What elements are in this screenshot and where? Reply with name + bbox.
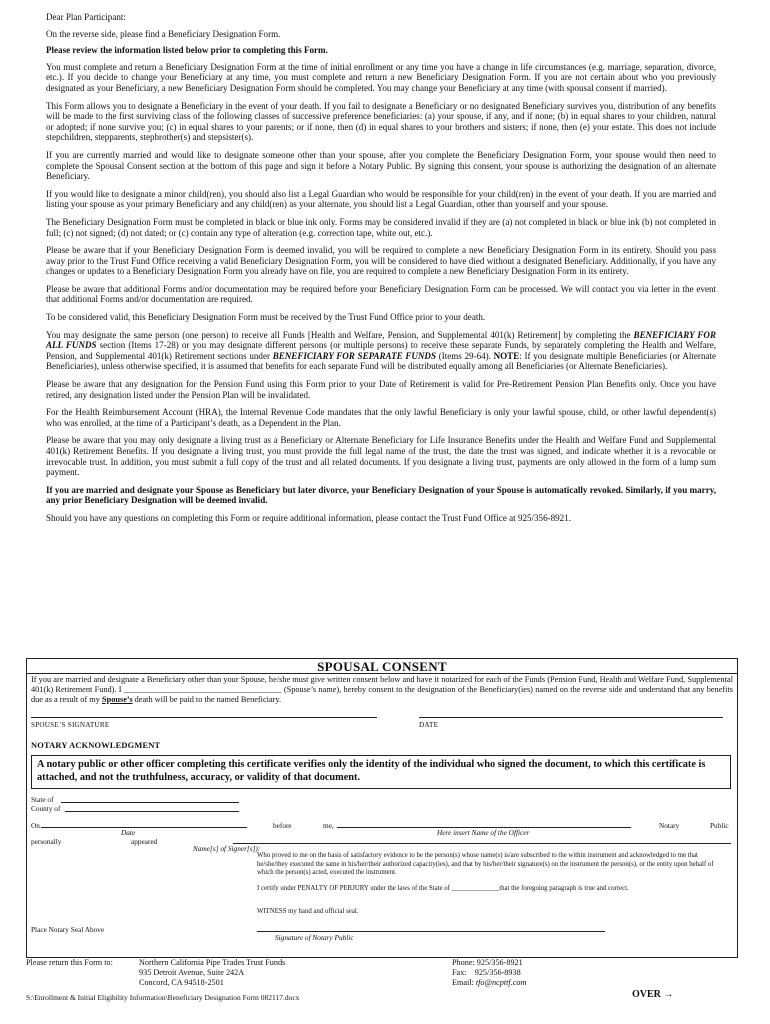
email-label: Email: [452, 978, 476, 987]
fax: Fax: 925/356-8938 [452, 968, 521, 977]
witness-statement: WITNESS my hand and official seal. [257, 908, 359, 915]
perjury-statement: I certify under PENALTY OF PERJURY under the laws of the State of ______________that the foregoing paragraph is true and correct. [257, 885, 629, 892]
proved-statement: Who proved to me on the basis of satisfactory evidence to be the person(s) whose name(s) is/are subscribed to the within instrument and acknowledged to me that he/she/they executed the same in his/her/their authorized capacity(ies), and that by his/her/their signature(s) on the instrument the person(s), or the entity upon behalf of which the person(s) acted, executed the instrument. [257, 852, 714, 877]
county-of-label: County of [31, 804, 61, 813]
consent-text-a: If you are married and designate a Beneficiary other than your Spouse, he/she must give written consent below and have it notarized for each of the Funds (Pension Fund, Health and Welfare Fund, Supplemental 401(k) Retirement Fund). I ______________________________________ (Spouse’s name), hereby consent to the designation of the Beneficiary(ies) named on the reverse side and understand that any benefits due as a result of my [31, 675, 733, 704]
spousal-consent-title: SPOUSAL CONSENT [27, 659, 737, 674]
p9-separate-funds: BENEFICIARY FOR SEPARATE FUNDS [272, 350, 436, 361]
signers-sublabel: Name[s] of Signer[s]): [193, 844, 261, 853]
officer-sublabel: Here insert Name of the Officer [437, 828, 530, 837]
paragraph-5: The Beneficiary Designation Form must be completed in black or blue ink only. Forms may be considered invalid if they are (a) not completed in black or blue ink (b) not completed in full; (c) not signed; (d) not dated; or (c) contain any type of alteration (e.g. correction tape, white out, etc.). [46, 216, 716, 238]
paragraph-13: If you are married and designate your Spouse as Beneficiary but later divorce, your Beneficiary Designation of your Spouse is automatically revoked. Similarly, if you marry, any prior Beneficiary Designation will be deemed invalid. [46, 484, 716, 506]
paragraph-8: To be considered valid, this Beneficiary Designation Form must be received by the Trust Fund Office prior to your death. [46, 312, 486, 323]
notary-signature-label: Signature of Notary Public [275, 933, 354, 942]
paragraph-4: If you would like to designate a minor child(ren), you should also list a Legal Guardian who would be responsible for your child(ren) in the event of your death. If you are married and listing your spouse as your primary Beneficiary and any child(ren) as your alternate, you should list a Legal Guardian, other than yourself and your spouse. [46, 188, 716, 210]
notary-label: Notary [659, 821, 680, 830]
reverse-note: On the reverse side, please find a Beneficiary Designation Form. [46, 28, 281, 39]
p9-note: NOTE [493, 350, 520, 361]
paragraph-7: Please be aware that additional Forms and/or documentation may be required before your Beneficiary Designation Form can be processed. We will contact you via letter in the event that additional Forms and/or documentation are required. [46, 283, 716, 305]
state-of-line[interactable] [61, 802, 239, 803]
paragraph-9 [46, 330, 716, 372]
consent-text-c: death will be paid to the named Beneficiary. [132, 695, 282, 704]
paragraph-10: Please be aware that any designation for the Pension Fund using this Form prior to your Date of Retirement is valid for Pre-Retirement Pension Plan Benefits only. Once you have retired, any designation listed under the Pension Plan will be invalidated. [46, 379, 716, 400]
personally-label: personally [31, 837, 62, 846]
spousal-consent-text [31, 675, 733, 705]
salutation: Dear Plan Participant: [46, 12, 126, 22]
file-path: S:\Enrollment & Initial Eligibility Information\Beneficiary Designation Form 082117.docx [26, 993, 300, 1002]
spousal-consent-section [26, 658, 738, 958]
p9-text-c: section (Items 17-28) or you may designate different persons (or multiple persons) to receive these separate Funds, by separately completing the Health and Welfare, Pension, and Supplemental 401(k) Retirement sections under [46, 340, 716, 361]
county-of-line[interactable] [65, 811, 239, 812]
paragraph-1: You must complete and return a Beneficiary Designation Form at the time of initial enrollment or any time you have a change in life circumstances (e.g. marriage, separation, divorce, etc.). If you decide to change your Beneficiary at any time, you must complete and return a new Beneficiary Designation Form. If you are not certain about who you previously designated as your Beneficiary, a new Beneficiary Designation Form should be completed. You may change your Beneficiary at any time (with spousal consent if married). [46, 61, 716, 93]
over-indicator: OVER → [632, 989, 674, 1000]
paragraph-2: This Form allows you to designate a Beneficiary in the event of your death. If you fail to designate a Beneficiary or no designated Beneficiary survives you, distribution of any benefits will be made to the first surviving class of the following classes of successive preference beneficiaries: (a) your spouse, if any, and if none; (b) in equal shares to your children, natural or adopted; if none survive you; (c) in equal shares to your parents; or if none, then (d) in equal shares to your brothers and sisters; if none, then (e) your estate. This does not include stepchildren, stepparents, stepbrother(s) and stepsister(s). [46, 100, 716, 143]
p9-text-e: (Items 29-64). [436, 350, 494, 361]
p9-text-g: : If you designate multiple Beneficiaries (or Alternate Beneficiaries), unless otherwise specified, it is assumed that benefits for each separate Fund will be distributed equally among all Beneficiaries (or Alternate Beneficiaries). [46, 350, 717, 372]
p9-all-funds: BENEFICIARY FOR ALL FUNDS [46, 329, 716, 351]
phone: Phone: 925/356-8921 [452, 958, 523, 967]
notary-seal-label: Place Notary Seal Above [31, 925, 105, 934]
me-label: me, [323, 821, 334, 830]
paragraph-14: Should you have any questions on completing this Form or require additional information, please contact the Trust Fund Office at 925/356-8921. [46, 512, 571, 523]
signers-line[interactable] [233, 843, 731, 844]
notary-signature-line[interactable] [257, 931, 605, 932]
public-label: Public [710, 821, 729, 830]
return-address [139, 958, 285, 988]
paragraph-3: If you are currently married and would like to designate someone other than your spouse, after you complete the Beneficiary Designation Form, your spouse would then need to complete the Spousal Consent section at the bottom of this page and sign it before a Notary Public. By signing this consent, your spouse is authorizing the designation of an alternate Beneficiary. [46, 149, 716, 182]
return-label: Please return this Form to: [26, 958, 113, 967]
on-date-line[interactable] [41, 827, 247, 828]
appeared-label: appeared [131, 837, 158, 846]
notary-acknowledgment-heading: NOTARY ACKNOWLEDGMENT [31, 741, 161, 750]
spouse-signature-label: SPOUSE’S SIGNATURE [31, 721, 110, 729]
intro-letter [46, 12, 716, 531]
paragraph-6: Please be aware that if your Beneficiary Designation Form is deemed invalid, you will be required to complete a new Beneficiary Designation Form in its entirety. Should you pass away prior to the Trust Fund Office receiving a valid Beneficiary Designation Form, you will be considered to have died without a designated Beneficiary. Additionally, if you have any changes or updates to a Beneficiary Designation Form you already have on file, you are required to complete a new Beneficiary Designation Form in its entirety. [46, 245, 716, 277]
consent-spouses: Spouse’s [101, 695, 133, 704]
before-label: before [273, 821, 292, 830]
email-row [452, 978, 526, 988]
paragraph-11: For the Health Reimbursement Account (HRA), the Internal Revenue Code mandates that the only lawful Beneficiary is only your lawful spouse, child, or other lawful dependent(s) who was enrolled, at the time of a Participant’s death, as a Dependent in the Plan. [46, 407, 716, 428]
p9-text-a: You may designate the same person (one person) to receive all Funds [Health and Welfare, Pension, and Supplemental 401(k) Retirement] by completing the [46, 329, 634, 340]
address-line-2: 935 Detroit Avenue, Suite 242A [139, 968, 245, 977]
contact-info [452, 958, 526, 988]
address-line-1: Northern California Pipe Trades Trust Funds [139, 958, 286, 967]
address-line-3: Concord, CA 94518-2501 [139, 978, 224, 987]
review-heading: Please review the information listed below prior to completing this Form. [46, 45, 328, 56]
email-link[interactable]: tfo@ncpttf.com [475, 978, 527, 987]
state-of-label: State of [31, 795, 54, 804]
on-label: On [31, 821, 40, 830]
spouse-signature-line[interactable] [31, 717, 377, 718]
paragraph-12: Please be aware that you may only designate a living trust as a Beneficiary or Alternate Beneficiary for Life Insurance Benefits under the Health and Welfare Fund and Supplemental 401(k) Retirement Benefits. If you designate a living trust, you must provide the full legal name of the trust, the date the trust was signed, and indicate whether it is a revocable or irrevocable trust. In addition, you must submit a full copy of the trust and all related documents. If you designate a living trust, payments are only allowed in the form of a lump sum payment. [46, 435, 716, 478]
date-sublabel: Date [121, 828, 136, 837]
date-line[interactable] [419, 717, 723, 718]
notary-disclaimer-box: A notary public or other officer completing this certificate verifies only the identity of the individual who signed the document, to which this certificate is attached, and not the truthfulness, accuracy, or validity of that document. [31, 755, 731, 789]
date-label: DATE [419, 721, 439, 729]
